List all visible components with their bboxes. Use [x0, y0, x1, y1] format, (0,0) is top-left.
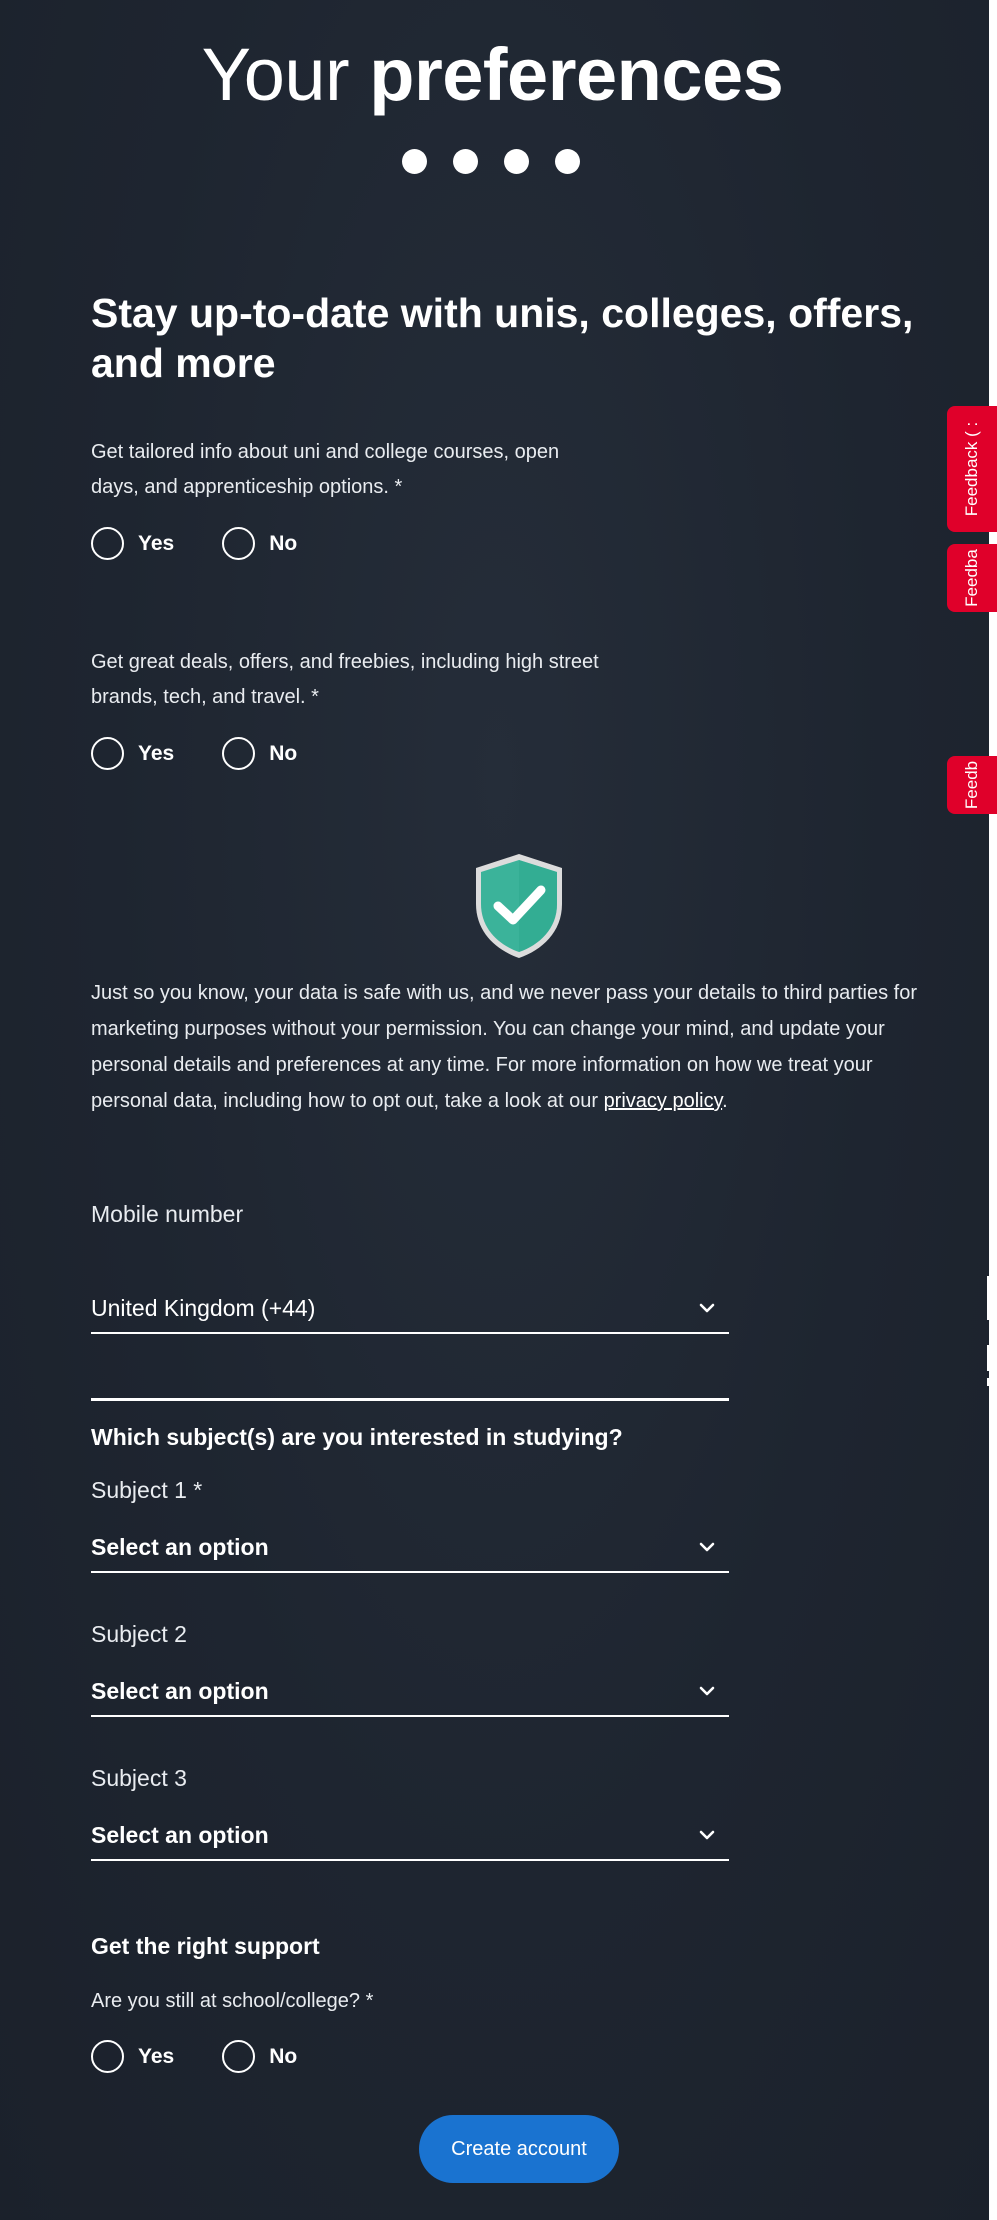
subject2-select[interactable]	[91, 1667, 729, 1717]
chevron-down-icon	[699, 1542, 715, 1552]
radio-button[interactable]	[91, 527, 124, 560]
deals-no-option[interactable]	[222, 737, 297, 770]
subject1-value: Select an option	[91, 1533, 269, 1560]
deals-yes-option[interactable]	[91, 737, 174, 770]
radio-button[interactable]	[222, 527, 255, 560]
shield-check-icon	[472, 852, 566, 960]
feedback-tab[interactable]	[947, 406, 997, 532]
privacy-notice	[91, 975, 931, 1119]
page-title	[0, 30, 985, 120]
title-light: Your	[201, 33, 350, 116]
scrollbar[interactable]	[989, 0, 997, 2220]
radio-label: No	[269, 531, 298, 555]
deals-question: Get great deals, offers, and freebies, including high street brands, tech, and travel. *	[91, 651, 599, 708]
edge-widget	[987, 1276, 997, 1320]
privacy-text: Just so you know, your data is safe with us, and we never pass your details to third parties for marketing purposes without your permission. You can change your mind, and update your personal details and preferences at any time. For more information on how we treat your personal data, including how to opt out, take a look at our	[91, 982, 917, 1112]
subject3-value: Select an option	[91, 1821, 269, 1848]
chevron-down-icon	[699, 1830, 715, 1840]
chevron-down-icon	[699, 1686, 715, 1696]
radio-label: Yes	[138, 741, 175, 765]
courses-question: Get tailored info about uni and college courses, open days, and apprenticeship options. *	[91, 441, 560, 498]
step-dot	[555, 149, 580, 174]
radio-button[interactable]	[91, 737, 124, 770]
support-heading: Get the right support	[91, 1933, 320, 1959]
radio-label: Yes	[138, 531, 175, 555]
subject1-select[interactable]	[91, 1523, 729, 1573]
subject1-label: Subject 1 *	[91, 1477, 203, 1503]
edge-widget	[987, 1345, 997, 1371]
step-indicator	[402, 149, 580, 174]
radio-label: No	[269, 2044, 298, 2068]
radio-label: Yes	[138, 2044, 175, 2068]
deals-radio-group	[91, 737, 345, 770]
create-account-button[interactable]: Create account	[419, 2115, 619, 2183]
step-dot	[504, 149, 529, 174]
subject2-label: Subject 2	[91, 1621, 187, 1647]
privacy-policy-link[interactable]: privacy policy	[603, 1090, 723, 1112]
feedback-tab[interactable]	[947, 756, 997, 814]
subjects-heading: Which subject(s) are you interested in studying?	[91, 1424, 623, 1450]
subject3-label: Subject 3	[91, 1765, 187, 1791]
chevron-down-icon	[699, 1303, 715, 1313]
feedback-tab-label: Feedb	[962, 760, 981, 810]
section-headline: Stay up-to-date with unis, colleges, offers, and more	[91, 290, 914, 386]
radio-button[interactable]	[91, 2040, 124, 2073]
courses-radio-group	[91, 527, 345, 560]
title-bold: preferences	[369, 33, 784, 116]
school-radio-group	[91, 2040, 345, 2073]
mobile-number-label: Mobile number	[91, 1201, 244, 1227]
edge-widget	[987, 1378, 997, 1386]
privacy-suffix: .	[722, 1090, 728, 1112]
radio-button[interactable]	[222, 2040, 255, 2073]
step-dot	[402, 149, 427, 174]
feedback-tab[interactable]	[947, 544, 997, 612]
school-yes-option[interactable]	[91, 2040, 174, 2073]
radio-button[interactable]	[222, 737, 255, 770]
courses-yes-option[interactable]	[91, 527, 174, 560]
feedback-tab-label: Feedba	[962, 549, 981, 607]
radio-label: No	[269, 741, 298, 765]
feedback-tab-label: Feedback ( :	[962, 421, 981, 517]
mobile-number-input[interactable]	[91, 1398, 729, 1401]
school-question: Are you still at school/college? *	[91, 1990, 374, 2012]
country-code-value: United Kingdom (+44)	[91, 1294, 316, 1321]
courses-no-option[interactable]	[222, 527, 297, 560]
subject2-value: Select an option	[91, 1677, 269, 1704]
school-no-option[interactable]	[222, 2040, 297, 2073]
country-code-select[interactable]	[91, 1284, 729, 1334]
subject3-select[interactable]	[91, 1811, 729, 1861]
step-dot	[453, 149, 478, 174]
